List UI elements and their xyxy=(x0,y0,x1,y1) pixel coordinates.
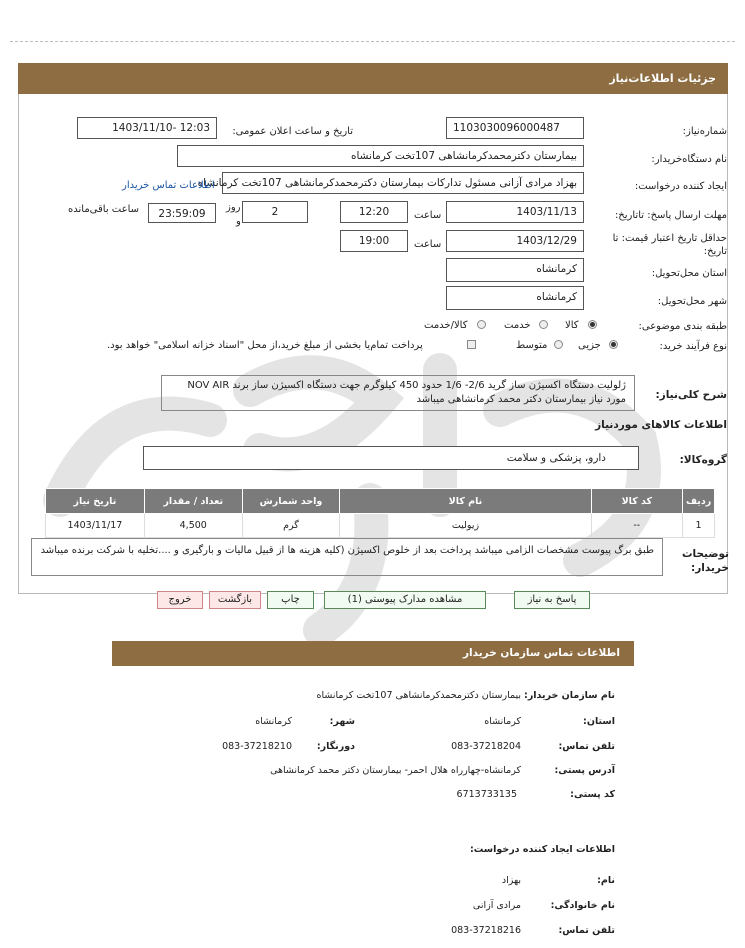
summary-line-2: مورد نیاز بیمارستان دکتر محمد کرمانشاهی میباشد xyxy=(416,394,626,405)
col-qty: تعداد / مقدار xyxy=(144,489,242,514)
fax-value: 083-37218210 xyxy=(222,741,292,752)
col-row: ردیف xyxy=(683,489,715,514)
deadline-time-field: 12:20 xyxy=(340,201,408,223)
process-label: نوع فرآیند خرید: xyxy=(659,341,727,352)
creator-family-label: نام خانوادگی: xyxy=(550,900,615,911)
col-code: کد کالا xyxy=(591,489,683,514)
cell-date: 1403/11/17 xyxy=(46,514,145,538)
contact-city-label: شهر: xyxy=(329,716,355,727)
print-button[interactable]: چاپ xyxy=(267,591,314,609)
process-option-medium: متوسط xyxy=(516,340,548,351)
summary-label: شرح کلی‌نیاز: xyxy=(655,389,727,401)
process-option-minor: جزیی xyxy=(578,340,601,351)
creator-family-value: مرادی آزانی xyxy=(472,900,521,911)
time-remaining-field: 23:59:09 xyxy=(148,203,216,223)
notes-label: توضیحات خریدار: xyxy=(681,548,729,574)
reply-button[interactable]: پاسخ به نیاز xyxy=(514,591,590,609)
contact-phone-label: تلفن تماس: xyxy=(558,741,615,752)
creator-section-title: اطلاعات ایجاد کننده درخواست: xyxy=(469,844,615,855)
group-field: دارو، پزشکی و سلامت xyxy=(143,446,639,470)
category-option-service: خدمت xyxy=(504,320,531,331)
treasury-note: پرداخت تمام‌یا بخشی از مبلغ خرید،از محل "اسناد خزانه اسلامی" خواهد بود. xyxy=(107,340,423,351)
contact-city-value: کرمانشاه xyxy=(255,716,292,727)
summary-box xyxy=(161,375,635,411)
page-header: جزئیات اطلاعات‌نیاز xyxy=(18,63,728,94)
city-label: شهر محل‌تحویل: xyxy=(657,296,727,307)
buyer-field: بیمارستان دکترمحمدکرمانشاهی 107تخت کرمانشاه xyxy=(177,145,584,167)
postal-value: 6713733135 xyxy=(456,789,517,800)
org-value: بیمارستان دکترمحمدکرمانشاهی 107تخت کرمانشاه xyxy=(316,690,521,701)
province-field: کرمانشاه xyxy=(446,258,584,282)
col-unit: واحد شمارش xyxy=(242,489,340,514)
contact-phone-value: 083-37218204 xyxy=(451,741,521,752)
items-table xyxy=(45,488,715,538)
cell-row: 1 xyxy=(683,514,715,538)
day-label: روز xyxy=(226,202,241,213)
contact-province-value: کرمانشاه xyxy=(484,716,521,727)
postal-label: کد پستی: xyxy=(570,789,615,800)
need-number-field: 1103030096000487 xyxy=(446,117,584,139)
treasury-checkbox[interactable] xyxy=(467,340,476,349)
creator-phone-label: تلفن تماس: xyxy=(558,925,615,936)
address-label: آدرس پستی: xyxy=(554,765,615,776)
validity-date-field: 1403/12/29 xyxy=(446,230,584,252)
deadline-date-field: 1403/11/13 xyxy=(446,201,584,223)
process-radio-medium[interactable] xyxy=(554,340,563,349)
category-label: طبقه بندی موضوعی: xyxy=(638,321,727,332)
contact-header: اطلاعات تماس سازمان خریدار xyxy=(112,641,634,666)
validity-label: حداقل تاریخ اعتبار قیمت: تا تاریخ: xyxy=(612,233,727,257)
city-field: کرمانشاه xyxy=(446,286,584,310)
table-row xyxy=(46,514,715,538)
deadline-label: مهلت ارسال پاسخ: تاتاریخ: xyxy=(614,210,727,221)
cell-unit: گرم xyxy=(242,514,340,538)
address-value: کرمانشاه-چهارراه هلال احمر- بیمارستان دکتر محمد کرمانشاهی xyxy=(270,765,521,776)
org-label: نام سازمان خریدار: xyxy=(524,690,615,701)
category-option-goods: کالا xyxy=(565,320,579,331)
contact-province-label: استان: xyxy=(583,716,615,727)
announce-field: 1403/11/10- 12:03 xyxy=(77,117,217,139)
items-table-header xyxy=(46,489,715,514)
buyer-contact-link[interactable]: اطلاعات تماس خریدار xyxy=(122,180,215,191)
category-option-both: کالا/خدمت xyxy=(424,320,468,331)
creator-name-value: بهزاد xyxy=(501,875,521,886)
group-label: گروه‌کالا: xyxy=(679,454,727,466)
cell-name: زیولیت xyxy=(340,514,591,538)
category-radio-service[interactable] xyxy=(539,320,548,329)
top-divider xyxy=(10,41,735,42)
col-name: نام کالا xyxy=(340,489,591,514)
time-remaining-label: ساعت باقی‌مانده xyxy=(68,204,140,215)
cell-code: -- xyxy=(591,514,683,538)
creator-name-label: نام: xyxy=(597,875,615,886)
attachments-button[interactable]: مشاهده مدارک پیوستی (1) xyxy=(324,591,486,609)
days-remaining-field: 2 xyxy=(242,201,308,223)
category-radio-goods[interactable] xyxy=(588,320,597,329)
creator-phone-value: 083-37218216 xyxy=(451,925,521,936)
validity-time-label: ساعت xyxy=(414,239,442,250)
validity-time-field: 19:00 xyxy=(340,230,408,252)
and-label: و xyxy=(236,216,241,227)
buyer-label: نام دستگاه‌خریدار: xyxy=(651,154,727,165)
need-number-label: شماره‌نیاز: xyxy=(682,126,727,137)
creator-field: بهزاد مرادی آزانی مسئول تدارکات بیمارستان دکترمحمدکرمانشاهی 107تخت کرمانشاه xyxy=(222,172,584,194)
process-radio-minor[interactable] xyxy=(609,340,618,349)
goods-info-label: اطلاعات کالاهای موردنیاز xyxy=(595,419,727,431)
notes-box: طبق برگ پیوست مشخصات الزامی میباشد پرداخت بعد از خلوص اکسیژن (کلیه هزینه ها از قبیل مالیات و بارگیری و ....تخلیه با شرکت برنده میباشد xyxy=(31,538,663,576)
deadline-time-label: ساعت xyxy=(414,210,442,221)
category-radio-both[interactable] xyxy=(477,320,486,329)
back-button[interactable]: بازگشت xyxy=(209,591,261,609)
province-label: استان محل‌تحویل: xyxy=(651,268,727,279)
announce-label: تاریخ و ساعت اعلان عمومی: xyxy=(232,126,353,137)
exit-button[interactable]: خروج xyxy=(157,591,203,609)
cell-qty: 4,500 xyxy=(144,514,242,538)
fax-label: دورنگار: xyxy=(316,741,355,752)
summary-line-1: ژلولیت دستگاه اکسیژن ساز گرید 2/6- 1/6 حدود 450 کیلوگرم جهت دستگاه اکسیژن ساز برند NOV AIR xyxy=(187,380,626,391)
col-date: تاریخ نیاز xyxy=(46,489,145,514)
creator-label: ایجاد کننده درخواست: xyxy=(634,181,727,192)
